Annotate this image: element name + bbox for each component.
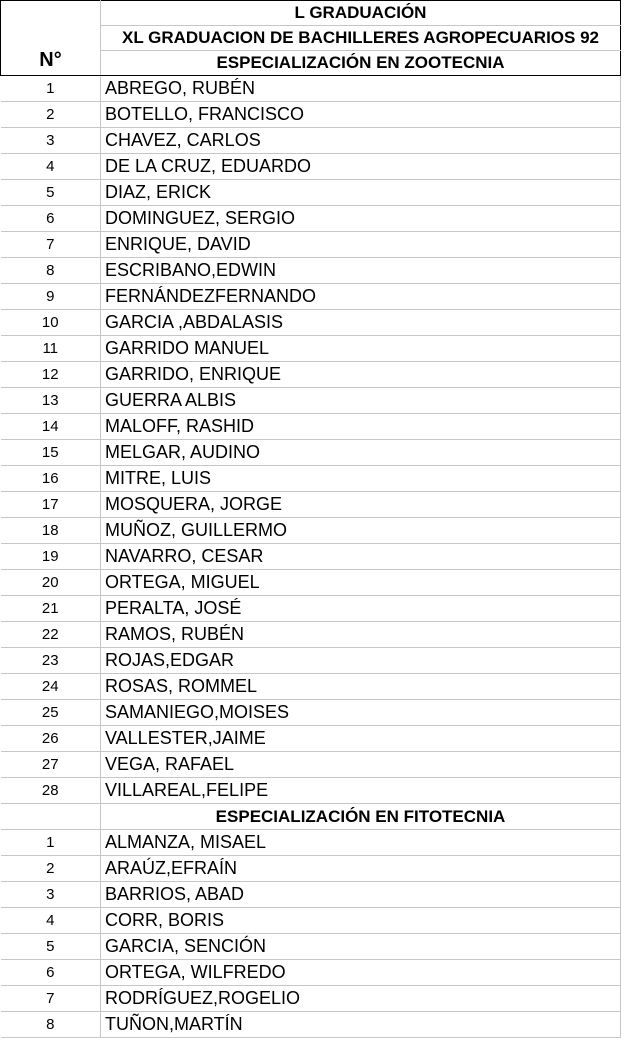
student-name-cell[interactable]: RODRÍGUEZ,ROGELIO <box>101 986 621 1012</box>
row-number-cell[interactable]: 7 <box>1 986 101 1012</box>
student-name-cell[interactable]: VEGA, RAFAEL <box>101 752 621 778</box>
student-name-cell[interactable]: RAMOS, RUBÉN <box>101 622 621 648</box>
student-name-cell[interactable]: BOTELLO, FRANCISCO <box>101 102 621 128</box>
section-title-zootecnia[interactable]: ESPECIALIZACIÓN EN ZOOTECNIA <box>101 51 621 76</box>
table-row <box>1 622 621 648</box>
table-row <box>1 206 621 232</box>
student-name-cell[interactable]: MOSQUERA, JORGE <box>101 492 621 518</box>
row-number-cell[interactable]: 10 <box>1 310 101 336</box>
student-name-cell[interactable]: ARAÚZ,EFRAÍN <box>101 856 621 882</box>
table-row <box>1 128 621 154</box>
table-row <box>1 648 621 674</box>
row-number-cell[interactable]: 14 <box>1 414 101 440</box>
student-name-cell[interactable]: MELGAR, AUDINO <box>101 440 621 466</box>
table-row <box>1 388 621 414</box>
row-number-cell[interactable]: 8 <box>1 258 101 284</box>
table-row <box>1 596 621 622</box>
table-row <box>1 570 621 596</box>
row-number-cell[interactable]: 6 <box>1 960 101 986</box>
row-number-cell[interactable]: 11 <box>1 336 101 362</box>
student-name-cell[interactable]: GARCIA ,ABDALASIS <box>101 310 621 336</box>
student-name-cell[interactable]: NAVARRO, CESAR <box>101 544 621 570</box>
table-row <box>1 700 621 726</box>
row-number-cell[interactable]: 2 <box>1 102 101 128</box>
row-number-cell[interactable]: 15 <box>1 440 101 466</box>
student-name-cell[interactable]: TUÑON,MARTÍN <box>101 1012 621 1038</box>
table-row <box>1 336 621 362</box>
table-row <box>1 882 621 908</box>
table-row <box>1 934 621 960</box>
student-name-cell[interactable]: FERNÁNDEZFERNANDO <box>101 284 621 310</box>
row-number-cell[interactable]: 24 <box>1 674 101 700</box>
section-title-fitotecnia[interactable]: ESPECIALIZACIÓN EN FITOTECNIA <box>101 804 621 830</box>
row-number-cell[interactable]: 20 <box>1 570 101 596</box>
student-name-cell[interactable]: PERALTA, JOSÉ <box>101 596 621 622</box>
row-number-cell[interactable]: 6 <box>1 206 101 232</box>
table-row <box>1 440 621 466</box>
row-number-cell[interactable]: 16 <box>1 466 101 492</box>
row-number-cell[interactable]: 1 <box>1 76 101 102</box>
table-row <box>1 544 621 570</box>
table-row <box>1 466 621 492</box>
table-row <box>1 726 621 752</box>
graduation-subtitle[interactable]: XL GRADUACION DE BACHILLERES AGROPECUARIOS 92 <box>101 26 621 51</box>
row-number-cell[interactable]: 25 <box>1 700 101 726</box>
student-name-cell[interactable]: DE LA CRUZ, EDUARDO <box>101 154 621 180</box>
student-name-cell[interactable]: ABREGO, RUBÉN <box>101 76 621 102</box>
table-row <box>1 778 621 804</box>
student-name-cell[interactable]: SAMANIEGO,MOISES <box>101 700 621 726</box>
table-row <box>1 258 621 284</box>
graduation-title[interactable]: L GRADUACIÓN <box>101 1 621 26</box>
table-row <box>1 492 621 518</box>
student-name-cell[interactable]: GARCIA, SENCIÓN <box>101 934 621 960</box>
student-name-cell[interactable]: GUERRA ALBIS <box>101 388 621 414</box>
table-row <box>1 154 621 180</box>
table-row <box>1 102 621 128</box>
empty-cell[interactable] <box>1 804 101 830</box>
table-row <box>1 960 621 986</box>
table-row <box>1 908 621 934</box>
student-name-cell[interactable]: GARRIDO, ENRIQUE <box>101 362 621 388</box>
row-number-cell[interactable]: 23 <box>1 648 101 674</box>
student-name-cell[interactable]: DIAZ, ERICK <box>101 180 621 206</box>
row-number-cell[interactable]: 5 <box>1 180 101 206</box>
row-number-cell[interactable]: 9 <box>1 284 101 310</box>
row-number-cell[interactable]: 3 <box>1 128 101 154</box>
student-name-cell[interactable]: DOMINGUEZ, SERGIO <box>101 206 621 232</box>
table-row <box>1 752 621 778</box>
row-number-cell[interactable]: 3 <box>1 882 101 908</box>
row-number-cell[interactable]: 27 <box>1 752 101 778</box>
student-name-cell[interactable]: BARRIOS, ABAD <box>101 882 621 908</box>
student-name-cell[interactable]: GARRIDO MANUEL <box>101 336 621 362</box>
row-number-cell[interactable]: 12 <box>1 362 101 388</box>
student-name-cell[interactable]: ORTEGA, MIGUEL <box>101 570 621 596</box>
table-row <box>1 518 621 544</box>
table-row <box>1 674 621 700</box>
row-number-cell[interactable]: 5 <box>1 934 101 960</box>
row-number-cell[interactable]: 8 <box>1 1012 101 1038</box>
table-row <box>1 414 621 440</box>
row-number-cell[interactable]: 22 <box>1 622 101 648</box>
student-name-cell[interactable]: VALLESTER,JAIME <box>101 726 621 752</box>
table-row <box>1 232 621 258</box>
row-number-cell[interactable]: 7 <box>1 232 101 258</box>
student-name-cell[interactable]: MITRE, LUIS <box>101 466 621 492</box>
row-number-cell[interactable]: 18 <box>1 518 101 544</box>
row-number-cell[interactable]: 1 <box>1 830 101 856</box>
table-row <box>1 180 621 206</box>
row-number-cell[interactable]: 19 <box>1 544 101 570</box>
table-row <box>1 362 621 388</box>
row-number-cell[interactable]: 28 <box>1 778 101 804</box>
student-name-cell[interactable]: MALOFF, RASHID <box>101 414 621 440</box>
row-number-cell[interactable]: 17 <box>1 492 101 518</box>
section-header-row <box>1 804 621 830</box>
table-row <box>1 1012 621 1038</box>
table-row <box>1 284 621 310</box>
student-name-cell[interactable]: CHAVEZ, CARLOS <box>101 128 621 154</box>
row-number-cell[interactable]: 26 <box>1 726 101 752</box>
student-name-cell[interactable]: ENRIQUE, DAVID <box>101 232 621 258</box>
number-column-header[interactable]: N° <box>1 1 101 76</box>
table-row <box>1 76 621 102</box>
table-row <box>1 856 621 882</box>
row-number-cell[interactable]: 13 <box>1 388 101 414</box>
student-name-cell[interactable]: CORR, BORIS <box>101 908 621 934</box>
student-name-cell[interactable]: ORTEGA, WILFREDO <box>101 960 621 986</box>
table-row <box>1 310 621 336</box>
row-number-cell[interactable]: 4 <box>1 908 101 934</box>
student-name-cell[interactable]: ESCRIBANO,EDWIN <box>101 258 621 284</box>
student-name-cell[interactable]: VILLAREAL,FELIPE <box>101 778 621 804</box>
student-name-cell[interactable]: ROSAS, ROMMEL <box>101 674 621 700</box>
table-row <box>1 830 621 856</box>
table-row <box>1 986 621 1012</box>
row-number-cell[interactable]: 4 <box>1 154 101 180</box>
student-name-cell[interactable]: MUÑOZ, GUILLERMO <box>101 518 621 544</box>
student-name-cell[interactable]: ALMANZA, MISAEL <box>101 830 621 856</box>
header-row-1 <box>1 1 621 26</box>
student-name-cell[interactable]: ROJAS,EDGAR <box>101 648 621 674</box>
row-number-cell[interactable]: 2 <box>1 856 101 882</box>
row-number-cell[interactable]: 21 <box>1 596 101 622</box>
